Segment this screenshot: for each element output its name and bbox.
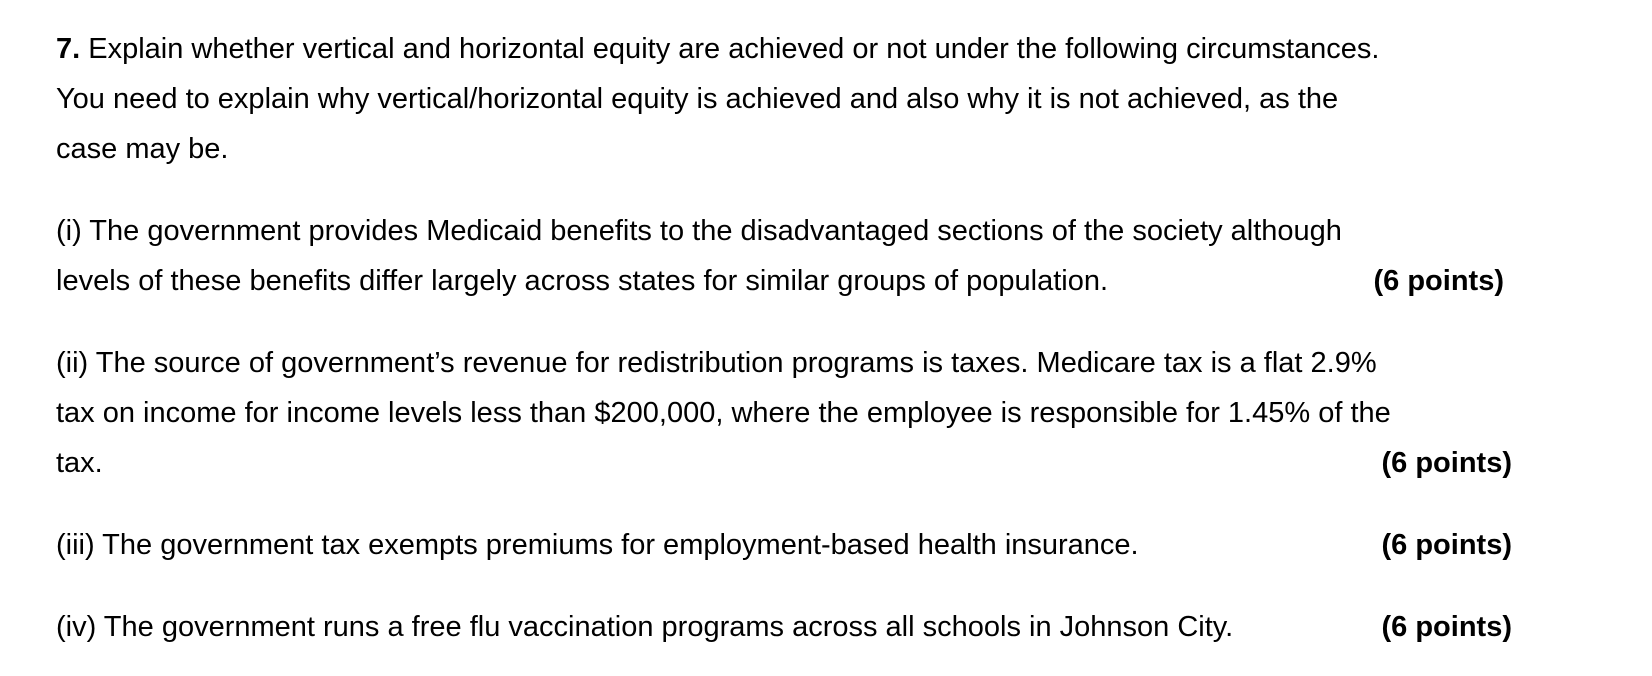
intro-text-1: Explain whether vertical and horizontal equity are achieved or not under the following circumstances. [88, 33, 1380, 65]
sub-question-iii [56, 520, 1616, 570]
sub-question-ii [56, 338, 1616, 488]
sub-question-ii-line-3-row [56, 438, 1512, 488]
sub-question-i [56, 206, 1616, 306]
sub-question-ii-line-2: tax on income for income levels less than $200,000, where the employee is responsible for 1.45% of the [56, 397, 1391, 429]
intro-line-1 [56, 24, 1616, 74]
sub-question-ii-points: (6 points) [1381, 447, 1512, 479]
sub-question-ii-line-3: tax. [56, 447, 103, 479]
intro-line-3: case may be. [56, 133, 229, 165]
sub-question-iii-row [56, 520, 1512, 570]
sub-question-ii-line-1: (ii) The source of government’s revenue for redistribution programs is taxes. Medicare tax is a flat 2.9% [56, 347, 1377, 379]
sub-question-i-line-2: levels of these benefits differ largely across states for similar groups of population. [56, 265, 1109, 297]
sub-question-iv-row [56, 602, 1512, 652]
sub-question-i-points: (6 points) [1373, 265, 1504, 297]
sub-question-iv-line-1: (iv) The government runs a free flu vaccination programs across all schools in Johnson City. [56, 611, 1234, 643]
sub-question-iii-points: (6 points) [1381, 529, 1512, 561]
question-number: 7. [56, 33, 81, 65]
sub-question-iv [56, 602, 1616, 652]
sub-question-i-line-2-row [56, 256, 1504, 306]
sub-question-iii-line-1: (iii) The government tax exempts premiums for employment-based health insurance. [56, 529, 1139, 561]
question-intro [56, 24, 1616, 174]
sub-question-i-line-1: (i) The government provides Medicaid benefits to the disadvantaged sections of the society although [56, 215, 1342, 247]
sub-question-iv-points: (6 points) [1381, 611, 1512, 643]
document-body [56, 24, 1616, 652]
intro-line-2: You need to explain why vertical/horizontal equity is achieved and also why it is not achieved, as the [56, 83, 1339, 115]
